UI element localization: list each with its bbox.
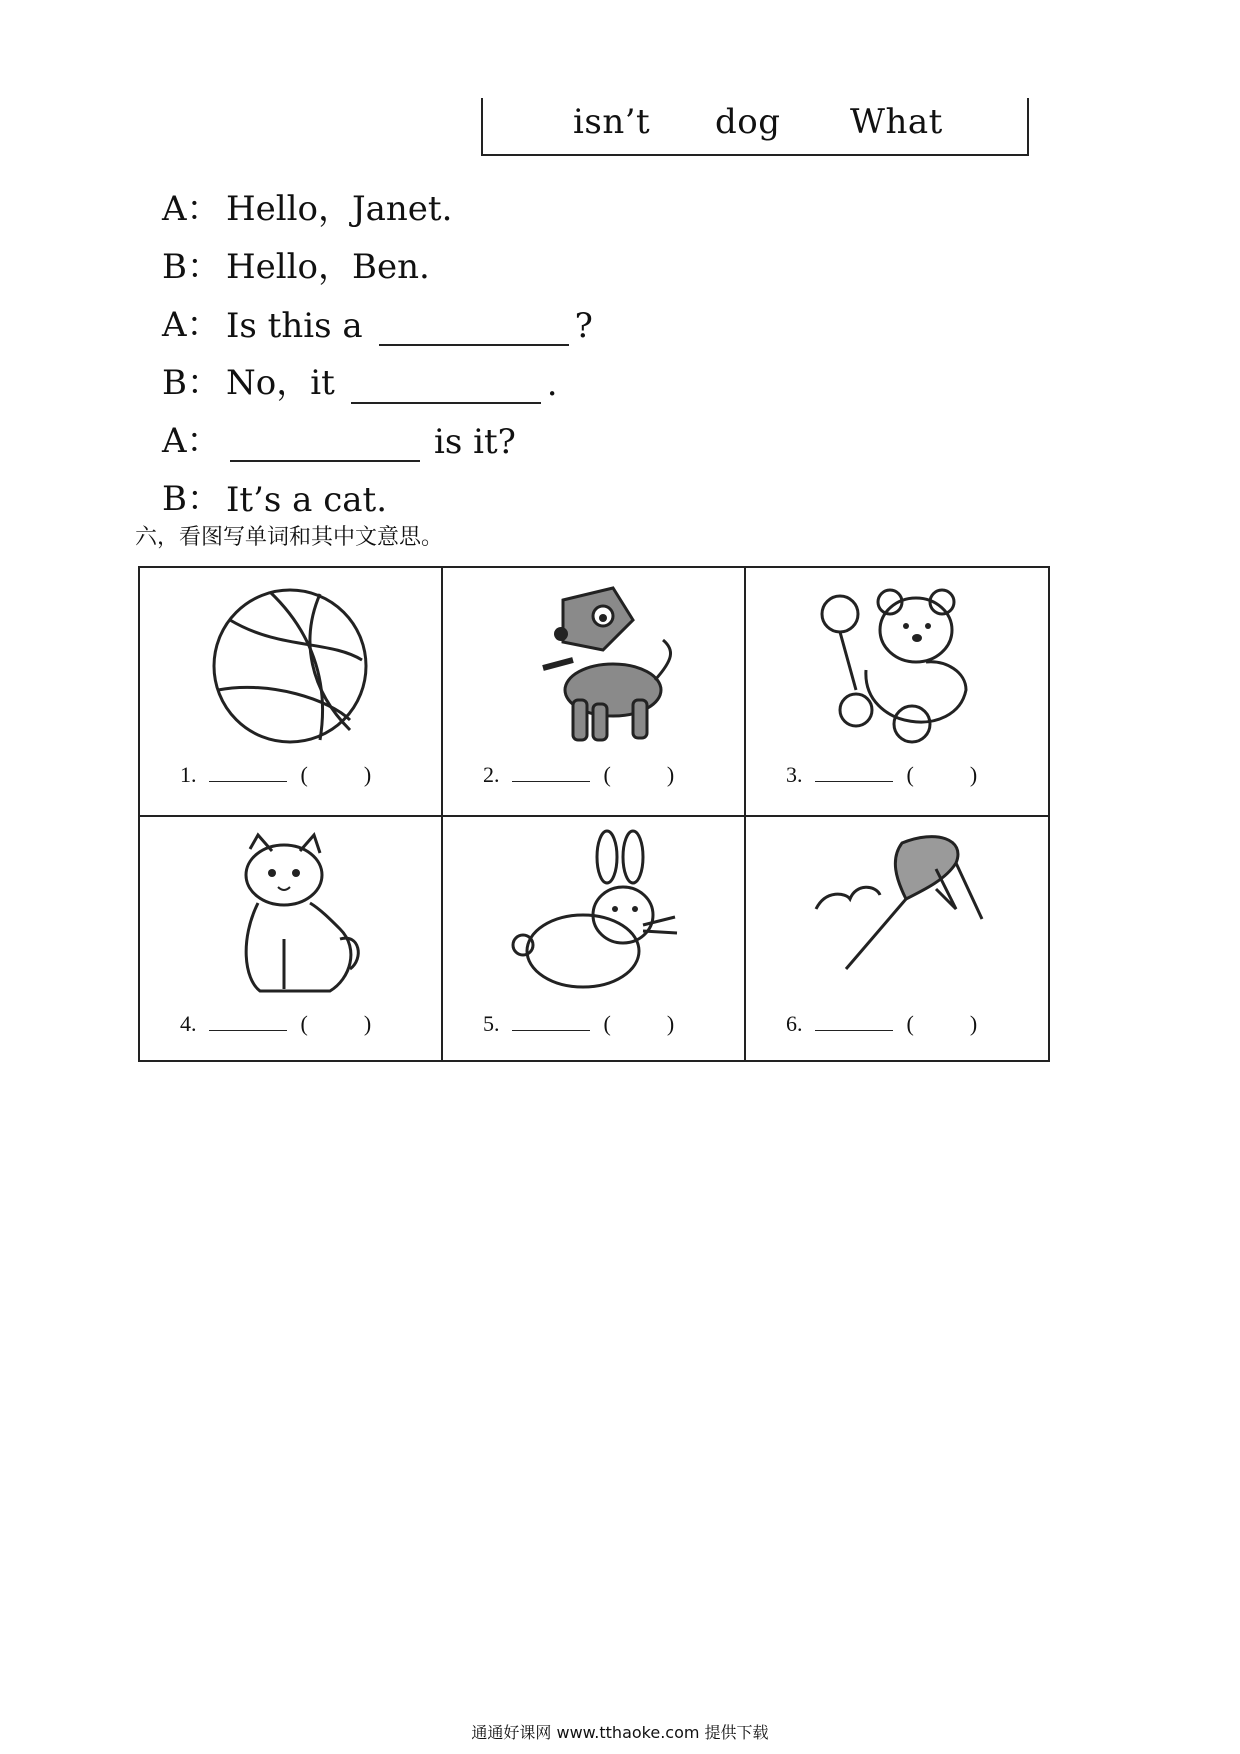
- item-number: 2.: [483, 762, 500, 787]
- dialogue-line: [162, 412, 516, 462]
- item-caption: [786, 762, 977, 788]
- answer-blank[interactable]: [351, 368, 541, 404]
- word-blank[interactable]: [209, 1012, 287, 1031]
- cat-icon: [200, 829, 380, 999]
- paren-close: ): [363, 762, 372, 787]
- word-blank[interactable]: [209, 763, 287, 782]
- picture-grid: [138, 566, 1050, 1062]
- dialogue-text: ?: [574, 306, 593, 346]
- speaker-label: B：: [162, 363, 221, 403]
- speaker-label: A：: [162, 421, 221, 461]
- dialogue-line: [162, 354, 558, 404]
- paren-open: (: [300, 762, 308, 787]
- paren-open: (: [603, 762, 611, 787]
- paren-open: (: [603, 1011, 611, 1036]
- paren-open: (: [300, 1011, 308, 1036]
- dialogue-text: No，it: [226, 363, 335, 403]
- word-blank[interactable]: [815, 763, 893, 782]
- item-caption: [483, 762, 674, 788]
- dog-icon: [503, 580, 683, 750]
- picture-cell: [140, 568, 443, 815]
- word-blank[interactable]: [512, 1012, 590, 1031]
- paren-close: ): [363, 1011, 372, 1036]
- paren-close: ): [969, 1011, 978, 1036]
- paren-close: ): [666, 762, 675, 787]
- paren-close: ): [666, 1011, 675, 1036]
- word-bank-word: isn’t: [573, 102, 651, 142]
- page-footer: 通通好课网 www.tthaoke.com 提供下载: [471, 1723, 769, 1742]
- paren-open: (: [906, 762, 914, 787]
- dialogue-line: [162, 470, 387, 520]
- kite-icon: [806, 829, 986, 999]
- item-number: 5.: [483, 1011, 500, 1036]
- speaker-label: B：: [162, 247, 221, 287]
- section-title: 六，看图写单词和其中文意思。: [135, 525, 444, 550]
- picture-cell: [746, 568, 1049, 815]
- word-bank-word: dog: [715, 102, 781, 142]
- speaker-label: A：: [162, 189, 221, 229]
- dialogue-text: It’s a cat.: [226, 480, 388, 520]
- picture-cell: [443, 817, 746, 1064]
- speaker-label: A：: [162, 305, 221, 345]
- speaker-label: B：: [162, 479, 221, 519]
- item-caption: [483, 1011, 674, 1037]
- answer-blank[interactable]: [379, 310, 569, 346]
- paren-open: (: [906, 1011, 914, 1036]
- item-caption: [180, 762, 371, 788]
- dialogue-text: Hello，Ben.: [226, 247, 430, 287]
- dialogue-line: [162, 238, 430, 288]
- dialogue-line: [162, 180, 452, 230]
- picture-cell: [746, 817, 1049, 1064]
- word-blank[interactable]: [815, 1012, 893, 1031]
- rabbit-icon: [503, 829, 683, 999]
- item-number: 4.: [180, 1011, 197, 1036]
- word-bank-box: [481, 98, 1029, 156]
- item-number: 3.: [786, 762, 803, 787]
- word-bank-word: What: [850, 102, 943, 142]
- item-caption: [180, 1011, 371, 1037]
- picture-cell: [140, 817, 443, 1064]
- dialogue-text: is it?: [434, 422, 516, 462]
- item-number: 6.: [786, 1011, 803, 1036]
- paren-close: ): [969, 762, 978, 787]
- dialogue-text: Is this a: [226, 306, 363, 346]
- item-number: 1.: [180, 762, 197, 787]
- answer-blank[interactable]: [230, 426, 420, 462]
- item-caption: [786, 1011, 977, 1037]
- picture-cell: [443, 568, 746, 815]
- teddy-bear-icon: [806, 580, 986, 750]
- dialogue-text: Hello，Janet.: [226, 189, 453, 229]
- word-blank[interactable]: [512, 763, 590, 782]
- dialogue-text: .: [546, 364, 558, 404]
- basketball-icon: [200, 580, 380, 750]
- dialogue-line: [162, 296, 593, 346]
